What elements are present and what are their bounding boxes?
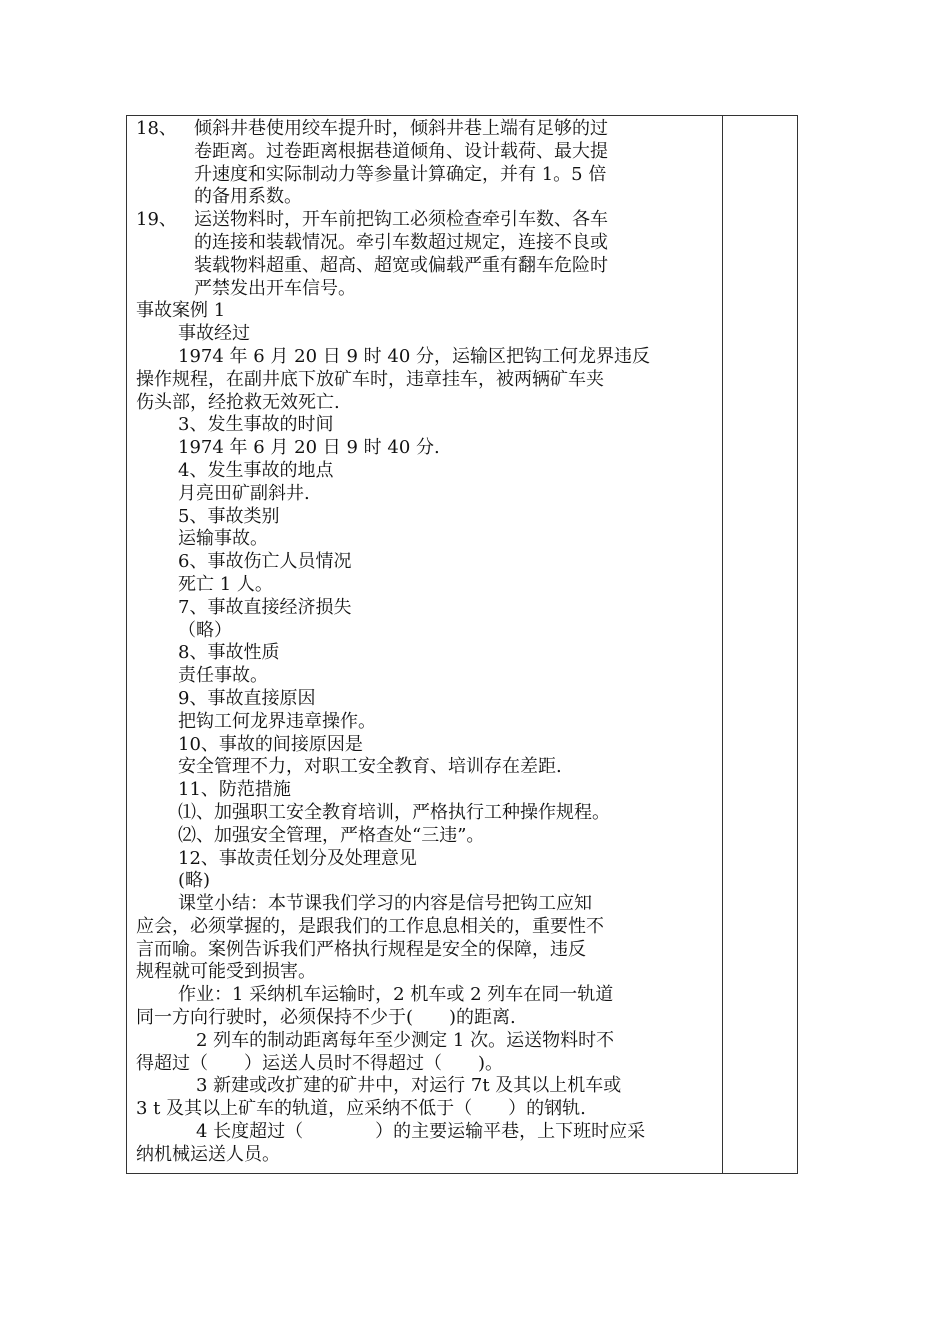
case-loss-heading: 7、事故直接经济损失 xyxy=(178,596,352,618)
case-measures-heading: 11、防范措施 xyxy=(178,779,291,801)
case-time-value: 1974 年 6 月 20 日 9 时 40 分. xyxy=(178,437,440,459)
homework-line-2: 同一方向行驶时，必须保持不少于( )的距离. xyxy=(136,1007,516,1029)
homework-line-6: 3 t 及其以上矿车的轨道，应采纳不低于（ ）的钢轨. xyxy=(136,1098,586,1120)
case-process-line-3: 伤头部，经抢救无效死亡. xyxy=(136,391,340,413)
summary-line-4: 规程就可能受到损害。 xyxy=(136,961,316,983)
case-type-value: 运输事故。 xyxy=(178,528,268,550)
homework-line-4: 得超过（ ）运送人员时不得超过（ )。 xyxy=(136,1052,504,1074)
homework-line-8: 纳机械运送人员。 xyxy=(136,1143,280,1165)
item-19-number: 19、 xyxy=(136,209,177,231)
item-19-line-4: 严禁发出开车信号。 xyxy=(194,277,356,299)
case-type-heading: 5、事故类别 xyxy=(178,505,280,527)
case-time-heading: 3、发生事故的时间 xyxy=(178,414,334,436)
homework-line-1: 作业：1 采纳机车运输时，2 机车或 2 列车在同一轨道 xyxy=(178,984,614,1006)
item-18-line-4: 的备用系数。 xyxy=(194,186,302,208)
case-measure-1: ⑴、加强职工安全教育培训，严格执行工种操作规程。 xyxy=(178,801,610,823)
case-process-line-2: 操作规程，在副井底下放矿车时，违章挂车，被两辆矿车夹 xyxy=(136,368,604,390)
case-casualty-value: 死亡 1 人。 xyxy=(178,573,273,595)
table-content-cell xyxy=(136,118,716,1167)
column-divider xyxy=(722,115,723,1174)
case-casualty-heading: 6、事故伤亡人员情况 xyxy=(178,551,352,573)
case-loss-value: （略） xyxy=(178,619,232,641)
case-measure-2: ⑵、加强安全管理，严格查处“三违”。 xyxy=(178,824,485,846)
item-18-number: 18、 xyxy=(136,118,177,139)
item-19-line-1: 19、 运送物料时，开车前把钩工必须检查牵引车数、各车 xyxy=(136,209,608,231)
case-place-value: 月亮田矿副斜井. xyxy=(178,482,310,504)
case-indirect-cause-heading: 10、事故的间接原因是 xyxy=(178,733,363,755)
case-direct-cause-heading: 9、事故直接原因 xyxy=(178,687,316,709)
case-direct-cause-value: 把钩工何龙界违章操作。 xyxy=(178,710,376,732)
item-18-line-3: 升速度和实际制动力等参量计算确定，并有 1。5 倍 xyxy=(194,163,607,185)
case-nature-value: 责任事故。 xyxy=(178,665,268,687)
case-nature-heading: 8、事故性质 xyxy=(178,642,280,664)
case-process-line-1: 1974 年 6 月 20 日 9 时 40 分，运输区把钩工何龙界违反 xyxy=(178,345,651,367)
summary-line-3: 言而喻。案例告诉我们严格执行规程是安全的保障，违反 xyxy=(136,938,586,960)
item-19-line-2: 的连接和装载情况。牵引车数超过规定，连接不良或 xyxy=(194,231,608,253)
case-process-heading: 事故经过 xyxy=(178,323,250,345)
summary-line-2: 应会，必须掌握的，是跟我们的工作息息相关的，重要性不 xyxy=(136,915,604,937)
case-place-heading: 4、发生事故的地点 xyxy=(178,459,334,481)
item-18-line-1: 18、 倾斜井巷使用绞车提升时，倾斜井巷上端有足够的过 xyxy=(136,118,608,139)
case-indirect-cause-value: 安全管理不力，对职工安全教育、培训存在差距. xyxy=(178,756,562,778)
homework-line-7: 4 长度超过（ ）的主要运输平巷，上下班时应采 xyxy=(196,1121,646,1143)
case-responsibility-value: (略) xyxy=(178,870,211,892)
item-18-line-2: 卷距离。过卷距离根据巷道倾角、设计载荷、最大提 xyxy=(194,140,608,162)
homework-line-5: 3 新建或改扩建的矿井中，对运行 7t 及其以上机车或 xyxy=(196,1075,622,1097)
case-responsibility-heading: 12、事故责任划分及处理意见 xyxy=(178,847,417,869)
case-title: 事故案例 1 xyxy=(136,300,226,322)
homework-line-3: 2 列车的制动距离每年至少测定 1 次。运送物料时不 xyxy=(196,1029,615,1051)
item-19-line-3: 装载物料超重、超高、超宽或偏载严重有翻车危险时 xyxy=(194,254,608,276)
summary-line-1: 课堂小结：本节课我们学习的内容是信号把钩工应知 xyxy=(178,893,592,915)
